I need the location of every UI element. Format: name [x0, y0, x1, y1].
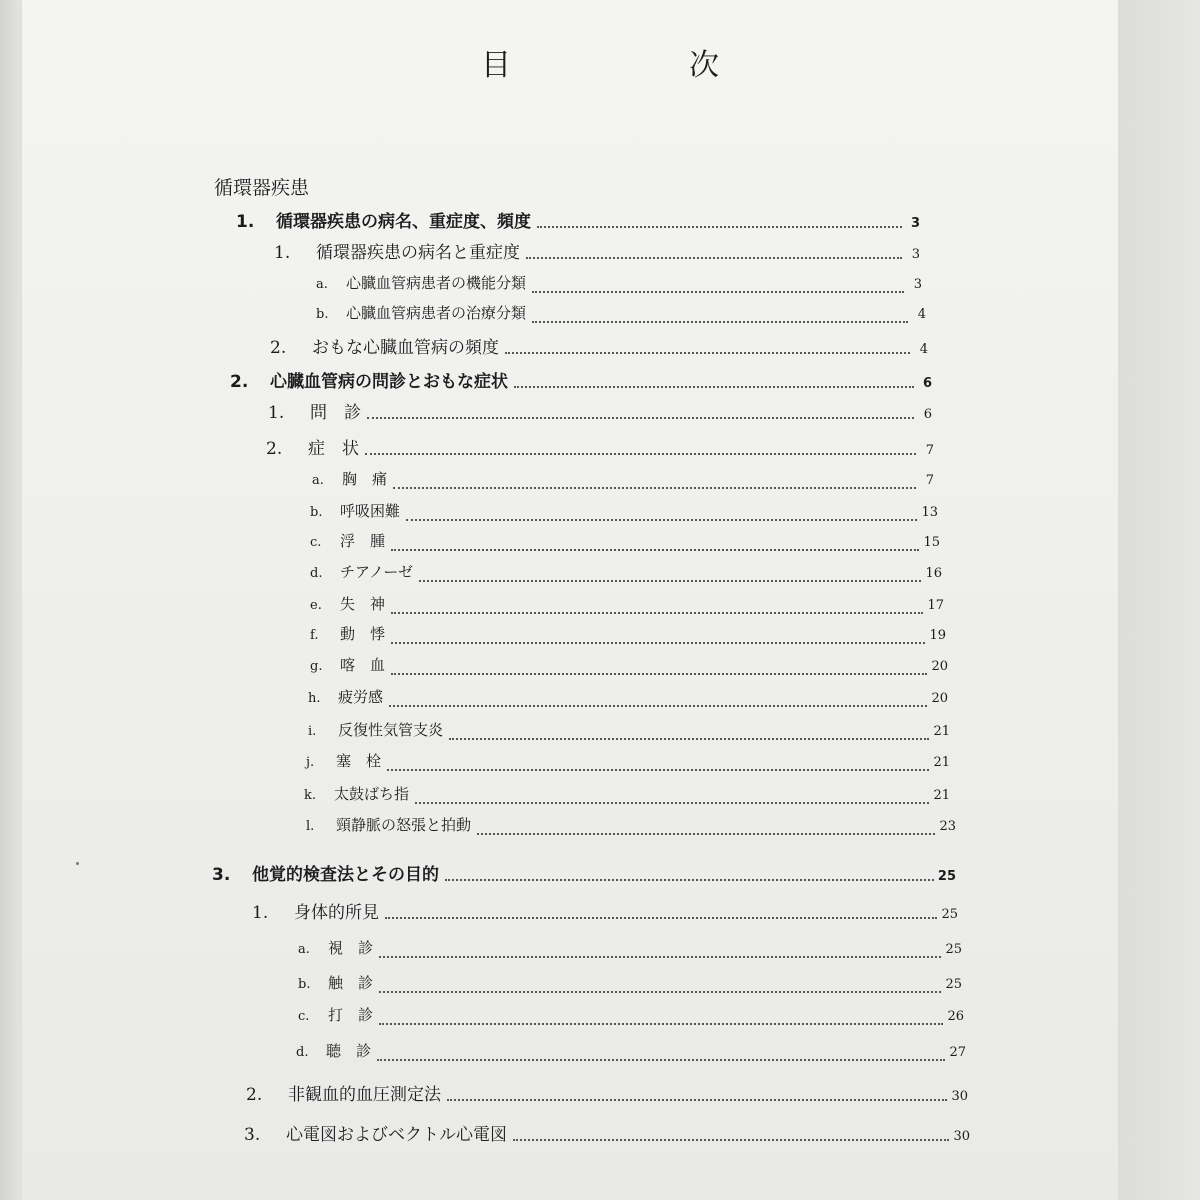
toc-entry-number: 3.: [244, 1125, 261, 1145]
toc-entry-page: 20: [931, 691, 948, 706]
toc-entry-title: 疲労感: [338, 688, 384, 706]
toc-entry-page: 4: [919, 342, 928, 357]
toc-entry-title: 太鼓ばち指: [334, 785, 410, 803]
toc-entry-title: 身体的所見: [294, 903, 379, 923]
dot-leader: [367, 417, 914, 419]
toc-entry: [212, 860, 956, 886]
dot-leader: [377, 1059, 945, 1061]
toc-entry-page: 25: [937, 869, 956, 884]
dot-leader: [513, 1139, 949, 1141]
toc-entry-number: 2.: [246, 1085, 263, 1105]
right-page-shadow: [1118, 0, 1200, 1200]
toc-entry-title: 視 診: [328, 939, 374, 957]
toc-entry-page: 19: [929, 628, 946, 643]
toc-entry-number: 1.: [268, 403, 285, 423]
toc-entry-title: 他覚的検査法とその目的: [252, 865, 439, 885]
left-page-edge: [0, 0, 22, 1200]
toc-entry: [298, 1004, 964, 1030]
toc-entry-number: d.: [296, 1045, 309, 1060]
dot-leader: [419, 580, 921, 582]
dot-leader: [391, 642, 925, 644]
toc-entry: [298, 937, 962, 963]
toc-entry: [316, 272, 922, 298]
toc-entry-page: 27: [949, 1045, 966, 1060]
toc-entry: [246, 1080, 968, 1106]
toc-entry: [310, 561, 942, 587]
toc-entry-page: 3: [910, 216, 920, 231]
toc-entry: [308, 686, 948, 712]
toc-entry-number: a.: [316, 277, 328, 292]
toc-entry-page: 6: [922, 376, 932, 391]
toc-entry-title: 打 診: [328, 1006, 374, 1024]
dot-leader: [391, 549, 919, 551]
toc-entry-title: 心臓血管病の問診とおもな症状: [270, 372, 508, 392]
toc-entry-page: 23: [939, 819, 956, 834]
paper-speck: [76, 862, 79, 865]
toc-entry-number: 1.: [252, 903, 269, 923]
dot-leader: [445, 879, 934, 881]
toc-entry: [270, 333, 928, 359]
toc-entry-title: 循環器疾患の病名と重症度: [316, 243, 520, 263]
toc-entry-page: 17: [927, 598, 944, 613]
toc-entry-page: 16: [925, 566, 942, 581]
toc-entry-title: 呼吸困難: [340, 502, 401, 520]
toc-entry: [298, 972, 962, 998]
toc-entry-number: 2.: [270, 338, 287, 358]
dot-leader: [379, 991, 941, 993]
toc-entry: [316, 302, 926, 328]
dot-leader: [391, 612, 923, 614]
toc-entry-number: g.: [310, 659, 323, 674]
toc-entry-page: 21: [933, 724, 950, 739]
dot-leader: [406, 519, 917, 521]
toc-entry-title: チアノーゼ: [340, 563, 414, 581]
dot-leader: [514, 386, 914, 388]
dot-leader: [537, 226, 902, 228]
toc-entry-page: 30: [953, 1129, 970, 1144]
toc-entry-title: 心電図およびベクトル心電図: [286, 1125, 507, 1145]
toc-entry-page: 7: [925, 443, 934, 458]
toc-entry-page: 30: [951, 1089, 968, 1104]
toc-entry-title: 頸静脈の怒張と拍動: [336, 816, 472, 834]
dot-leader: [365, 453, 916, 455]
toc-entry-title: 非観血的血圧測定法: [288, 1085, 441, 1105]
toc-entry-number: 1.: [274, 243, 291, 263]
dot-leader: [379, 956, 941, 958]
toc-entry-page: 25: [941, 907, 958, 922]
toc-entry-number: l.: [306, 819, 315, 834]
toc-entry-page: 25: [945, 977, 962, 992]
dot-leader: [447, 1099, 947, 1101]
section-heading: 循環器疾患: [214, 177, 310, 199]
toc-entry: [310, 623, 946, 649]
dot-leader: [389, 705, 927, 707]
toc-entry: [244, 1120, 970, 1146]
toc-entry: [304, 783, 950, 809]
toc-entry: [310, 500, 938, 526]
toc-entry-page: 25: [945, 942, 962, 957]
toc-entry: [296, 1040, 966, 1066]
toc-entry-number: c.: [310, 535, 322, 550]
toc-entry: [268, 398, 932, 424]
toc-entry-page: 3: [913, 277, 922, 292]
toc-entry-page: 4: [917, 307, 926, 322]
dot-leader: [532, 291, 904, 293]
toc-entry-title: 浮 腫: [340, 532, 386, 550]
toc-entry-page: 7: [925, 473, 934, 488]
toc-entry-title: 問 診: [310, 403, 361, 423]
toc-entry-number: 2.: [230, 372, 249, 392]
toc-entry-number: j.: [306, 755, 315, 770]
toc-entry-number: e.: [310, 598, 322, 613]
toc-entry-page: 15: [923, 535, 940, 550]
toc-entry: [236, 207, 920, 233]
toc-entry-number: d.: [310, 566, 323, 581]
toc-entry-title: 心臓血管病患者の治療分類: [346, 304, 527, 322]
toc-entry-number: h.: [308, 691, 321, 706]
toc-entry: [308, 719, 950, 745]
toc-entry: [266, 434, 934, 460]
toc-entry-number: f.: [310, 628, 319, 643]
toc-entry-number: a.: [298, 942, 310, 957]
toc-entry: [310, 654, 948, 680]
toc-entry-number: b.: [316, 307, 329, 322]
dot-leader: [526, 257, 902, 259]
toc-entry-title: 聴 診: [326, 1042, 372, 1060]
dot-leader: [393, 487, 916, 489]
toc-entry-number: c.: [298, 1009, 310, 1024]
dot-leader: [391, 673, 927, 675]
toc-entry-number: b.: [298, 977, 311, 992]
toc-entry-title: 心臓血管病患者の機能分類: [346, 274, 527, 292]
toc-entry-number: 3.: [212, 865, 231, 885]
toc-entry-page: 6: [923, 407, 932, 422]
toc-entry-page: 13: [921, 505, 938, 520]
toc-entry-title: 喀 血: [340, 656, 386, 674]
toc-entry-title: 失 神: [340, 595, 386, 613]
toc-entry: [252, 898, 958, 924]
dot-leader: [385, 917, 937, 919]
page-title: 目 次: [481, 48, 793, 83]
toc-entry: [310, 593, 944, 619]
toc-entry: [306, 814, 956, 840]
toc-entry-page: 26: [947, 1009, 964, 1024]
toc-entry-page: 3: [911, 247, 920, 262]
toc-entry-number: a.: [312, 473, 324, 488]
toc-entry-title: 反復性気管支炎: [338, 721, 444, 739]
toc-entry-title: 触 診: [328, 974, 374, 992]
toc-entry-title: 動 悸: [340, 625, 386, 643]
toc-entry: [274, 238, 920, 264]
dot-leader: [477, 833, 935, 835]
toc-entry-number: 1.: [236, 212, 255, 232]
dot-leader: [387, 769, 929, 771]
toc-entry-number: b.: [310, 505, 323, 520]
toc-entry: [306, 750, 950, 776]
toc-entry: [312, 468, 934, 494]
toc-entry-title: 塞 栓: [336, 752, 382, 770]
toc-entry-title: おもな心臓血管病の頻度: [312, 338, 499, 358]
toc-entry-number: 2.: [266, 439, 283, 459]
toc-entry-number: i.: [308, 724, 317, 739]
dot-leader: [532, 321, 908, 323]
dot-leader: [379, 1023, 943, 1025]
toc-entry-number: k.: [304, 788, 317, 803]
toc-entry: [230, 367, 932, 393]
dot-leader: [449, 738, 929, 740]
toc-entry-title: 循環器疾患の病名、重症度、頻度: [276, 212, 531, 232]
toc-entry-page: 21: [933, 755, 950, 770]
toc-entry-title: 症 状: [308, 439, 359, 459]
toc-entry-page: 20: [931, 659, 948, 674]
dot-leader: [505, 352, 910, 354]
toc-entry-title: 胸 痛: [342, 470, 388, 488]
toc-entry-page: 21: [933, 788, 950, 803]
toc-entry: [310, 530, 940, 556]
dot-leader: [415, 802, 929, 804]
